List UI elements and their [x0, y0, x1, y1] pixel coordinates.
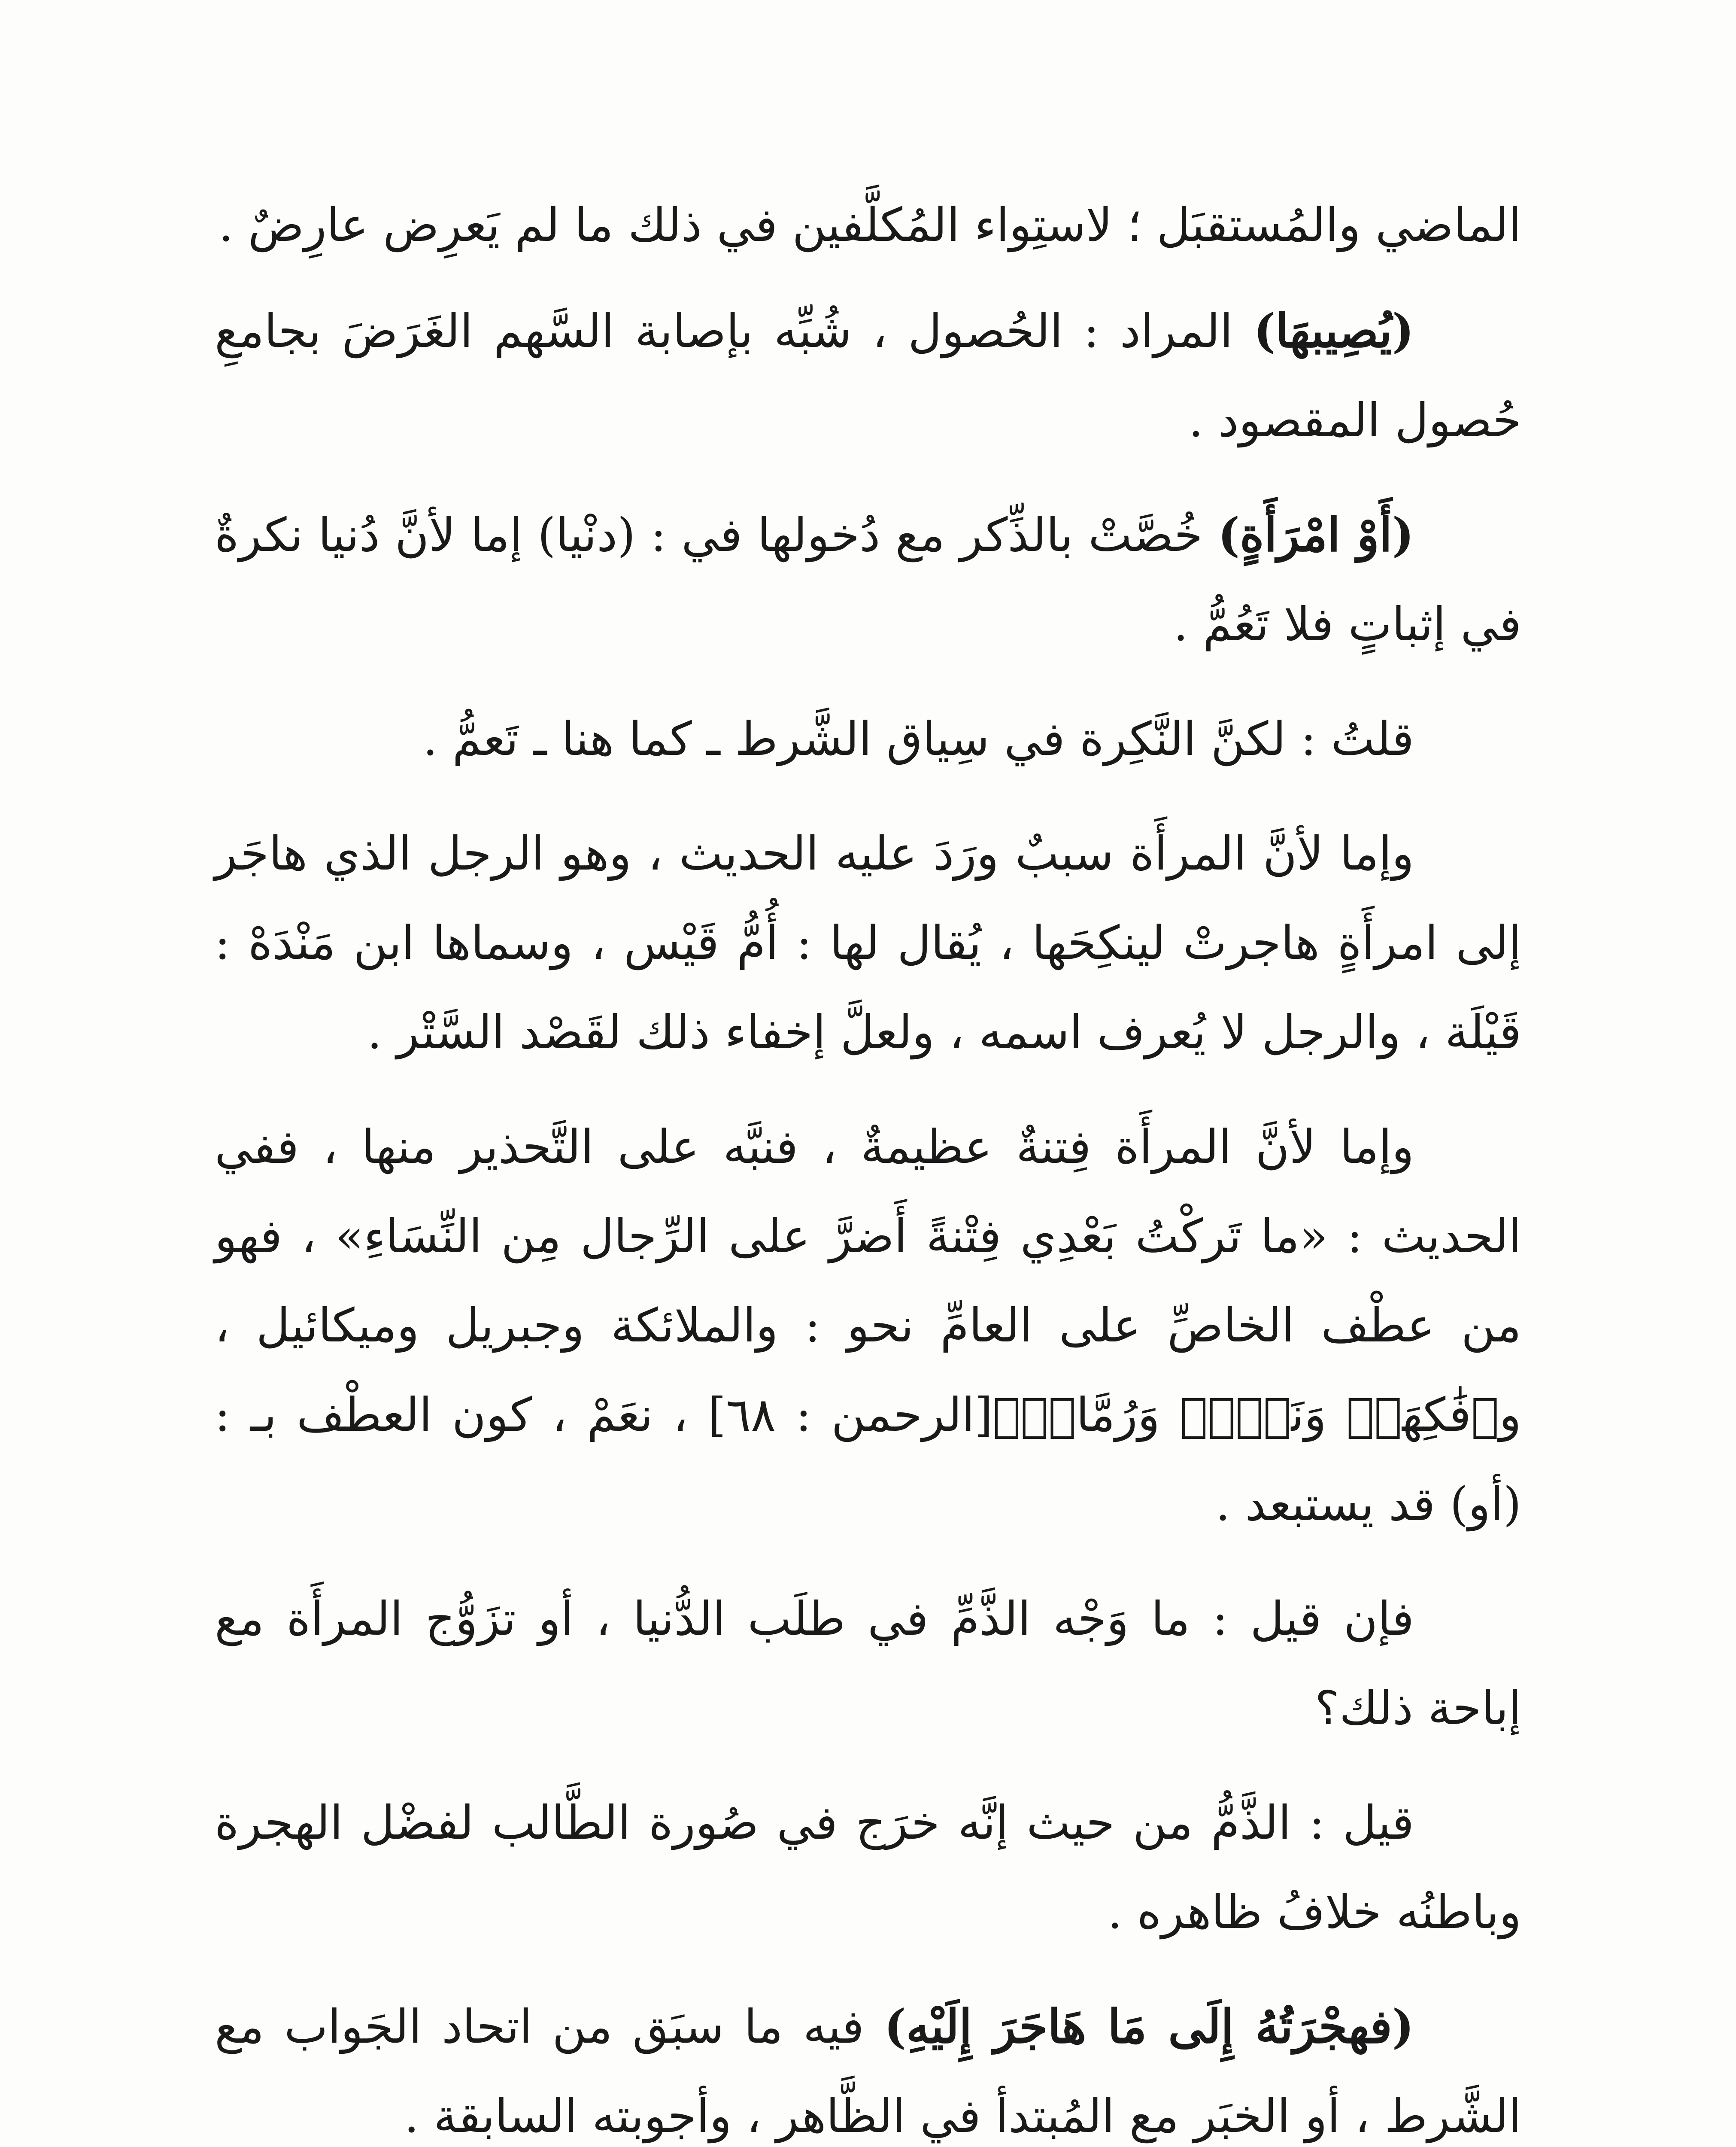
paragraph-5-text: وإما لأنَّ المرأَة سببٌ ورَدَ عليه الحديث ، وهو الرجل الذي هاجَر إلى امرأَةٍ هاجرتْ لينكِحَها ، يُقال لها : أُمُّ قَيْس ، وسماها ابن مَنْدَهْ : قَيْلَة ، والرجل لا يُعرف اسمه ، ولعلَّ إخفاء ذلك لقَصْد السَّتْر . — [215, 827, 1521, 1059]
paragraph-4-text: قلتُ : لكنَّ النَّكِرة في سِياق الشَّرط ـ كما هنا ـ تَعمُّ . — [423, 712, 1414, 766]
paragraph-1 — [215, 180, 1521, 270]
paragraph-5 — [215, 809, 1521, 1077]
page-body-text — [215, 180, 1521, 2147]
paragraph-2-lemma: (يُصِيبهَا) — [1253, 304, 1414, 358]
paragraph-3-text: خُصَّتْ بالذِّكر مع دُخولها في : (دنْيا) إما لأنَّ دُنيا نكرةٌ في إثباتٍ فلا تَعُمُّ . — [215, 508, 1521, 651]
paragraph-3 — [215, 490, 1521, 669]
paragraph-2 — [215, 286, 1521, 465]
paragraph-9 — [215, 1982, 1521, 2147]
paragraph-8 — [215, 1778, 1521, 1957]
paragraph-1-text: الماضي والمُستقبَل ؛ لاستِواء المُكلَّفين في ذلك ما لم يَعرِض عارِضٌ . — [219, 198, 1521, 252]
paragraph-3-lemma: (أَوْ امْرَأَةٍ) — [1218, 508, 1414, 562]
paragraph-9-lemma: (فهجْرَتُهُ إِلَى مَا هَاجَرَ إِلَيْهِ) — [884, 2000, 1414, 2054]
paragraph-7-text: فإن قيل : ما وَجْه الذَّمِّ في طلَب الدُّنيا ، أو تزَوُّج المرأَة مع إباحة ذلك؟ — [215, 1592, 1521, 1735]
paragraph-7 — [215, 1574, 1521, 1753]
paragraph-6 — [215, 1102, 1521, 1549]
paragraph-4 — [215, 694, 1521, 784]
paragraph-6-text: وإما لأنَّ المرأَة فِتنةٌ عظيمةٌ ، فنبَّه على التَّحذير منها ، ففي الحديث : «ما تَركْتُ بَعْدِي فِتْنةً أَضرَّ على الرِّجال مِن النِّسَاءِ» ، فهو من عطْف الخاصِّ على العامِّ نحو : والملائكة وجبريل وميكائيل ، و﴿فَٰكِهَةٞ وَنَخۡلٞ وَرُمَّانٞ﴾[الرحمن : ٦٨] ، نعَمْ ، كون العطْف بـ : (أو) قد يستبعد . — [215, 1120, 1522, 1531]
paragraph-2-text: المراد : الحُصول ، شُبِّه بإصابة السَّهم الغَرَضَ بجامعِ حُصول المقصود . — [215, 304, 1521, 447]
paragraph-8-text: قيل : الذَّمُّ من حيث إنَّه خرَج في صُورة الطَّالب لفضْل الهجرة وباطنُه خلافُ ظاهره . — [215, 1796, 1521, 1939]
paragraph-9-text: فيه ما سبَق من اتحاد الجَواب مع الشَّرط ، أو الخبَر مع المُبتدأ في الظَّاهر ، وأجوبته السابقة . — [215, 2000, 1521, 2143]
